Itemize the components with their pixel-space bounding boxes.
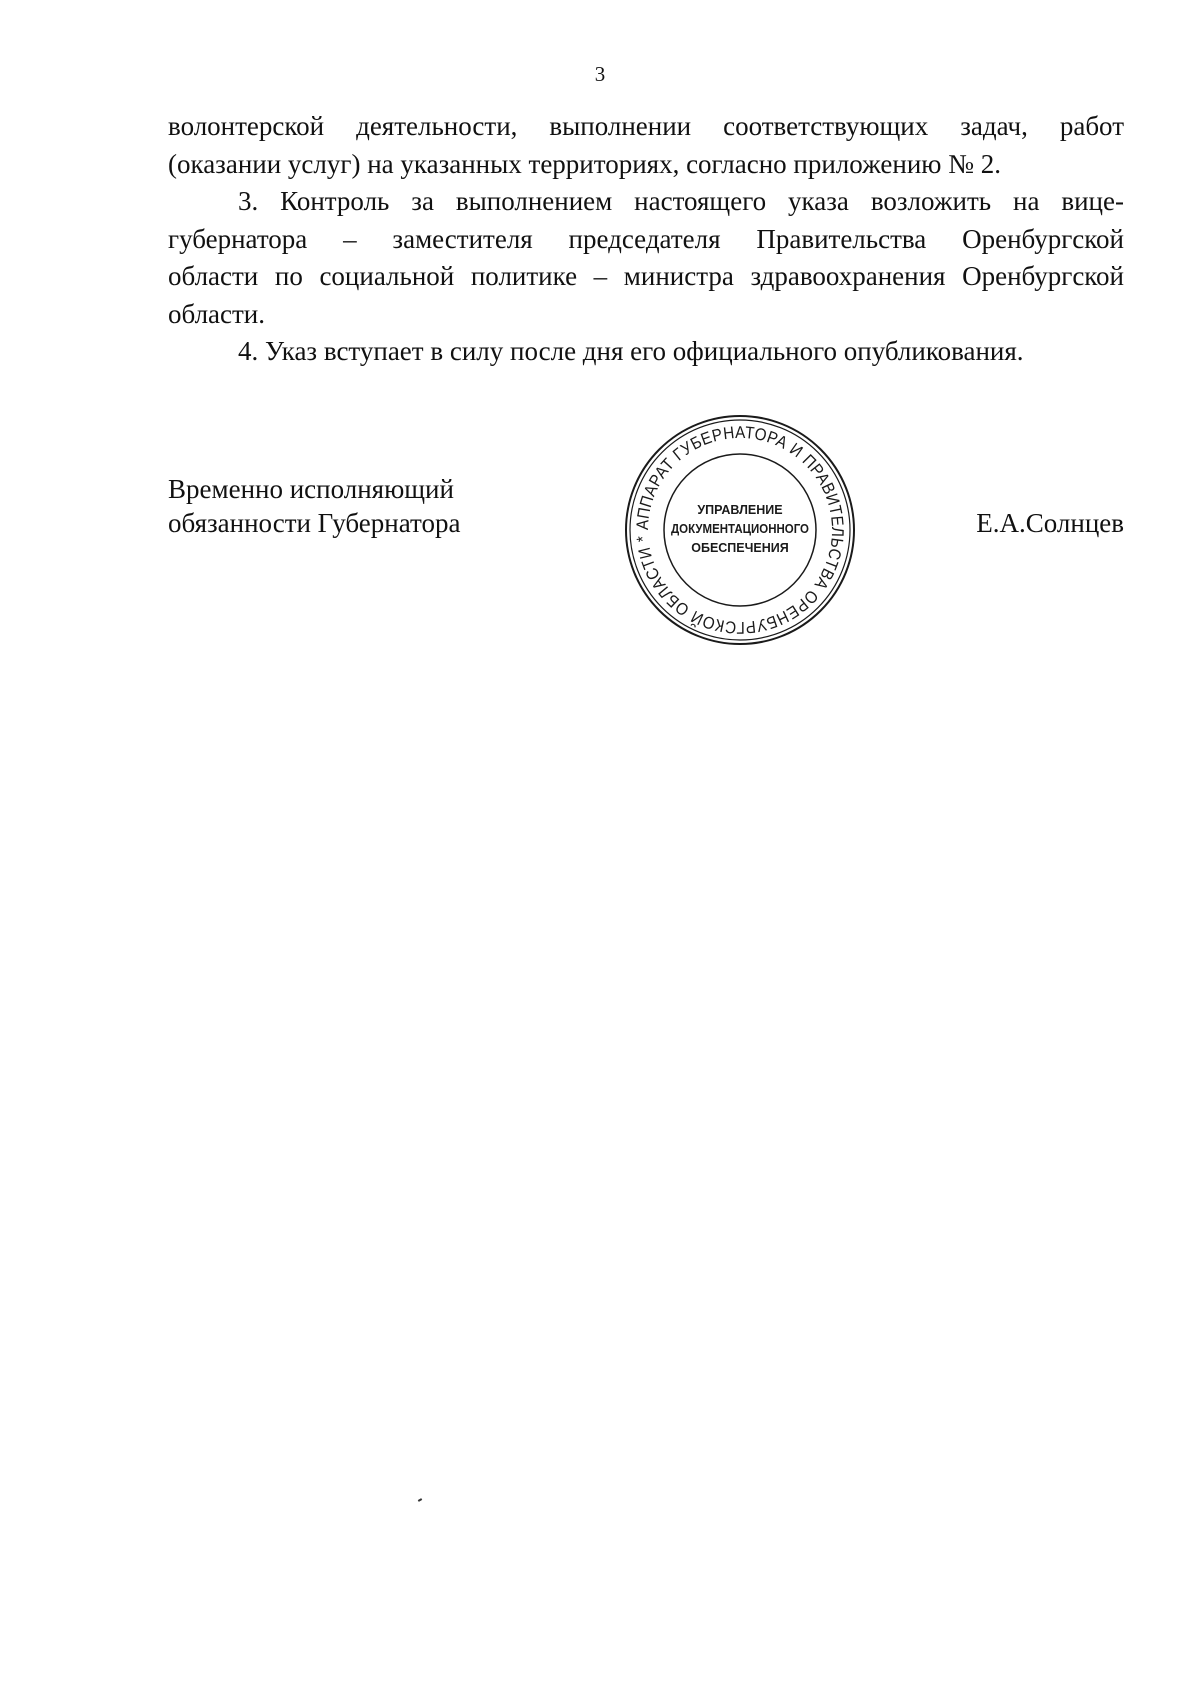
official-seal bbox=[622, 412, 858, 648]
paragraph-item-4 bbox=[168, 333, 1124, 371]
seal-graphic bbox=[622, 412, 858, 648]
paragraph-2-line-3: области по социальной политике – министра здравоохранения Оренбургской bbox=[168, 261, 1124, 291]
seal-inner-line-2: ДОКУМЕНТАЦИОННОГО bbox=[671, 522, 810, 536]
paragraph-1-line-2: (оказании услуг) на указанных территориях, согласно приложению № 2. bbox=[168, 148, 1001, 179]
signatory-position bbox=[168, 472, 488, 540]
paragraph-2-line-4: области. bbox=[168, 298, 266, 329]
paragraph-3-line-1: 4. Указ вступает в силу после дня его официального опубликования. bbox=[238, 336, 1024, 366]
signatory-name: Е.А.Солнцев bbox=[976, 508, 1124, 538]
scan-speck bbox=[418, 1498, 422, 1502]
seal-outer-text-path: АППАРАТ ГУБЕРНАТОРА И ПРАВИТЕЛЬСТВА ОРЕНБУРГСКОЙ ОБЛАСТИ * bbox=[632, 422, 848, 638]
document-body bbox=[168, 108, 1124, 371]
signatory-position-line-1: Временно исполняющий bbox=[168, 474, 454, 504]
page-number: 3 bbox=[594, 62, 606, 86]
signatory-position-line-2: обязанности Губернатора bbox=[168, 508, 461, 538]
paragraph-2-line-1: 3. Контроль за выполнением настоящего указа возложить на вице- bbox=[238, 186, 1124, 216]
seal-inner-line-3: ОБЕСПЕЧЕНИЯ bbox=[691, 541, 789, 555]
paragraph-1-line-1: волонтерской деятельности, выполнении соответствующих задач, работ bbox=[168, 111, 1124, 141]
paragraph-2-line-2: губернатора – заместителя председателя Правительства Оренбургской bbox=[168, 223, 1124, 254]
paragraph-continuation bbox=[168, 108, 1124, 183]
seal-inner-line-1: УПРАВЛЕНИЕ bbox=[697, 503, 783, 517]
paragraph-item-3 bbox=[168, 183, 1124, 333]
